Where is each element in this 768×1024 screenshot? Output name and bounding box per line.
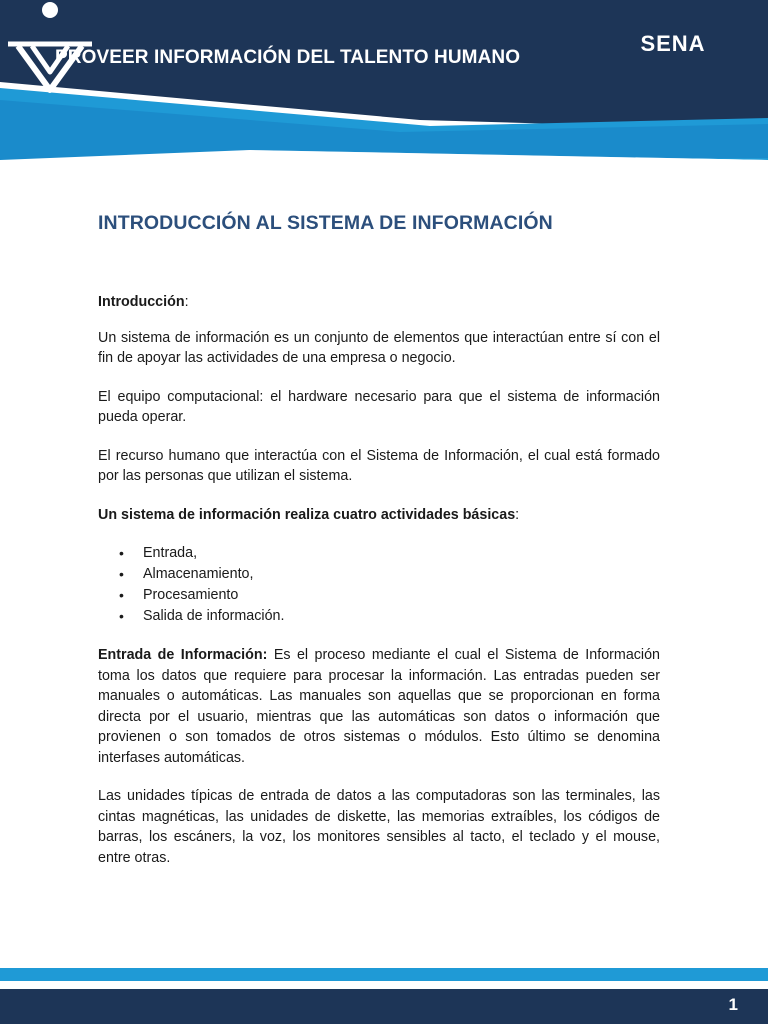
list-item: • Almacenamiento, [143, 564, 660, 585]
list-item: • Procesamiento [143, 585, 660, 606]
entrada-label: Entrada de Información: [98, 647, 268, 663]
list-item: • Entrada, [143, 543, 660, 564]
units-paragraph: Las unidades típicas de entrada de datos a las computadoras son las terminales, las cintas magnéticas, las unidades de diskette, las memorias extraíbles, los códigos de barras, los escáners, la voz, los monitores sensibles al tacto, el teclado y el mouse, entre otras. [98, 788, 660, 866]
section-title: INTRODUCCIÓN AL SISTEMA DE INFORMACIÓN [98, 212, 553, 234]
entrada-text: Es el proceso mediante el cual el Sistema de Información toma los datos que requiere para procesar la información. Las entradas pueden ser manuales o automáticas. Las manuales son aquellas que se proporcionan en forma directa por el usuario, mientras que las automáticas son datos o información que provienen o son tomados de otros sistemas o módulos. Esto último se denomina interfases automáticas. [98, 647, 660, 766]
logo-text: SENA [640, 31, 706, 56]
intro-colon: : [184, 294, 189, 310]
intro-label: Introducción [98, 294, 185, 310]
header-title: PROVEER INFORMACIÓN DEL TALENTO HUMANO [55, 47, 521, 68]
activities-colon: : [515, 506, 520, 523]
paragraph: El recurso humano que interactúa con el Sistema de Información, el cual está formado por las personas que utilizan el sistema. [98, 447, 660, 484]
sena-logo-icon [0, 0, 100, 100]
footer-bar [0, 989, 768, 1024]
list-item: • Salida de información. [143, 606, 660, 627]
entrada-paragraph [98, 645, 660, 768]
activities-heading-label: Un sistema de información realiza cuatro actividades básicas [98, 506, 516, 523]
document-body [98, 212, 660, 886]
page-number: 1 [728, 995, 738, 1014]
intro-heading [98, 292, 660, 313]
paragraph: El equipo computacional: el hardware necesario para que el sistema de información pueda operar. [98, 388, 660, 425]
footer-stripe [0, 968, 768, 981]
header-banner-graphic [0, 0, 768, 165]
page-header [0, 0, 768, 165]
activities-list [98, 543, 660, 627]
activities-heading [98, 505, 660, 526]
paragraph: Un sistema de información es un conjunto de elementos que interactúan entre sí con el fin de apoyar las actividades de una empresa o negocio. [98, 329, 660, 366]
